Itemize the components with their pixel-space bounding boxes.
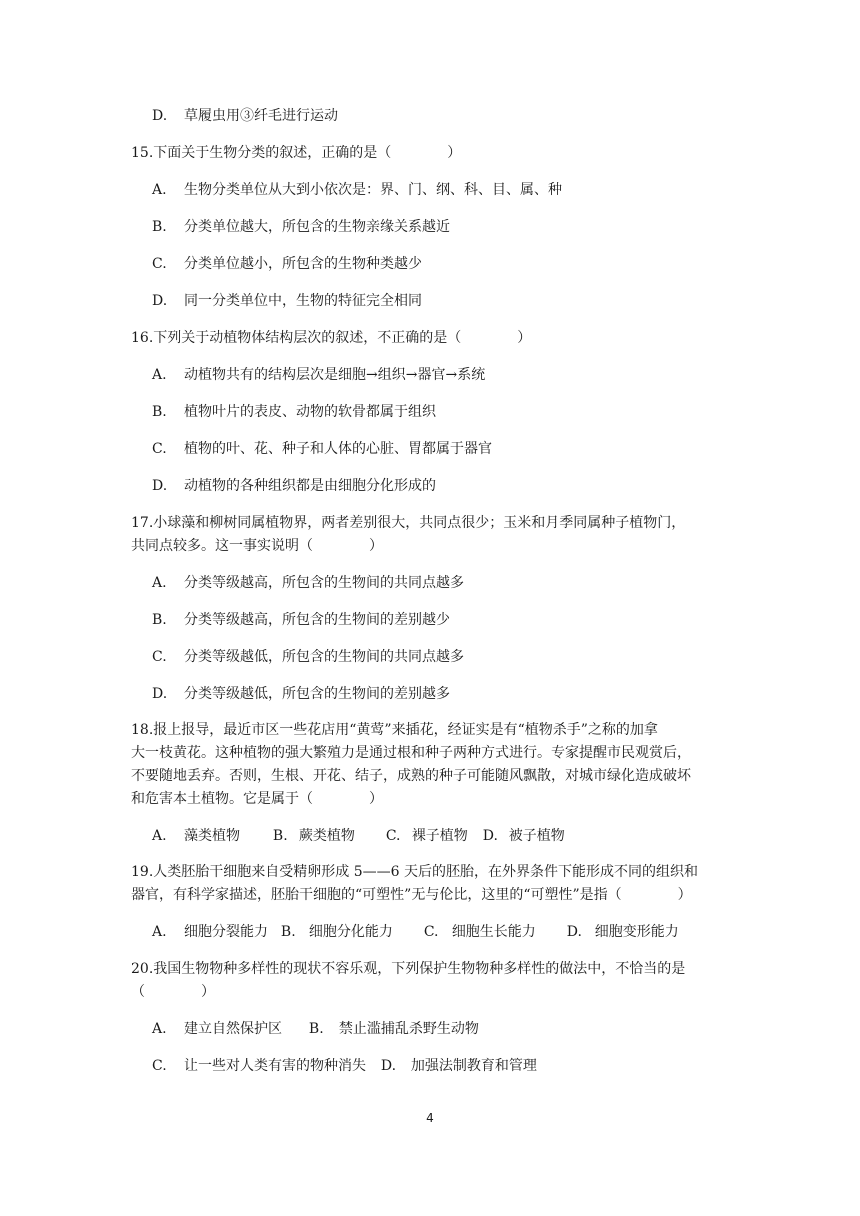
q17-stem-line-1: 17.小球藻和柳树同属植物界，两者差别很大，共同点很少；玉米和月季同属种子植物门， — [131, 515, 686, 531]
q19-options-row — [152, 922, 679, 942]
q20-option-a: 建立自然保护区 — [184, 1021, 282, 1037]
q16-option-a: A. 动植物共有的结构层次是细胞→组织→器官→系统 — [152, 367, 486, 383]
q20-options-row-1 — [152, 1019, 479, 1039]
q19-option-b-letter: B. — [280, 924, 296, 940]
q18-stem-line-2: 大一枝黄花。这种植物的强大繁殖力是通过根和种子两种方式进行。专家提醒市民观赏后， — [131, 745, 691, 761]
q18-stem-line-3: 不要随地丢弃。否则，生根、开花、结子，成熟的种子可能随风飘散，对城市绿化造成破坏 — [131, 768, 691, 784]
q20-stem-line-2: （ ） — [131, 984, 215, 1000]
q19-stem-line-2: 器官，有科学家描述，胚胎干细胞的“可塑性”无与伦比，这里的“可塑性”是指（ ） — [131, 887, 692, 903]
q20-option-b: 禁止滥捕乱杀野生动物 — [338, 1021, 479, 1037]
q18-option-c: 裸子植物 — [411, 828, 468, 844]
q18-option-a-letter: A. — [152, 828, 167, 844]
q16-stem: 16.下列关于动植物体结构层次的叙述，不正确的是（ ） — [131, 330, 532, 346]
q18-option-a: 藻类植物 — [184, 828, 240, 844]
q15-option-a: A. 生物分类单位从大到小依次是：界、门、纲、科、目、属、种 — [152, 182, 562, 198]
q20-option-c-letter: C. — [152, 1058, 167, 1074]
q19-stem-line-1: 19.人类胚胎干细胞来自受精卵形成 5——6 天后的胚胎，在外界条件下能形成不同的组织和 — [131, 864, 698, 880]
q16-option-c: C. 植物的叶、花、种子和人体的心脏、胃都属于器官 — [152, 441, 492, 457]
q14-option-d: D. 草履虫用③纤毛进行运动 — [152, 108, 338, 124]
q19-option-b: 细胞分化能力 — [308, 924, 393, 940]
q19-option-d-letter: D. — [566, 924, 582, 940]
q19-option-c-letter: C. — [423, 924, 439, 940]
q15-option-b: B. 分类单位越大，所包含的生物亲缘关系越近 — [152, 219, 450, 235]
q19-option-d: 细胞变形能力 — [594, 924, 679, 940]
q19-option-a: 细胞分裂能力 — [184, 924, 268, 940]
q20-option-b-letter: B. — [308, 1021, 324, 1037]
q18-option-b-letter: B. — [272, 828, 288, 844]
q19-option-a-letter: A. — [152, 924, 167, 940]
q20-option-c: 让一些对人类有害的物种消失 — [184, 1058, 366, 1074]
q20-stem-line-1: 20.我国生物物种多样性的现状不容乐观，下列保护生物物种多样性的做法中，不恰当的是 — [131, 961, 686, 977]
q16-option-b: B. 植物叶片的表皮、动物的软骨都属于组织 — [152, 404, 436, 420]
q15-stem: 15.下面关于生物分类的叙述，正确的是（ ） — [131, 145, 462, 161]
q17-option-c: C. 分类等级越低，所包含的生物间的共同点越多 — [152, 649, 464, 665]
q17-option-b: B. 分类等级越高，所包含的生物间的差别越少 — [152, 612, 450, 628]
q16-option-d: D. 动植物的各种组织都是由细胞分化形成的 — [152, 478, 436, 494]
q15-option-c: C. 分类单位越小，所包含的生物种类越少 — [152, 256, 422, 272]
q18-stem-line-4: 和危害本土植物。它是属于（ ） — [131, 791, 383, 807]
q19-option-c: 细胞生长能力 — [451, 924, 536, 940]
q15-option-d: D. 同一分类单位中，生物的特征完全相同 — [152, 293, 422, 309]
q17-option-a: A. 分类等级越高，所包含的生物间的共同点越多 — [152, 575, 464, 591]
page-number: 4 — [426, 1111, 434, 1125]
q18-stem-line-1: 18.报上报导，最近市区一些花店用“黄莺”来插花，经证实是有“植物杀手”之称的加拿 — [131, 722, 658, 738]
q18-option-d-letter: D. — [482, 828, 498, 844]
q20-option-d-letter: D. — [380, 1058, 397, 1074]
q20-options-row-2 — [152, 1056, 537, 1076]
q18-option-c-letter: C. — [385, 828, 401, 844]
q20-option-d: 加强法制教育和管理 — [410, 1058, 537, 1074]
q17-option-d: D. 分类等级越低，所包含的生物间的差别越多 — [152, 686, 450, 702]
q18-options-row — [152, 826, 565, 846]
q17-stem-line-2: 共同点较多。这一事实说明（ ） — [131, 538, 383, 554]
q18-option-d: 被子植物 — [508, 828, 565, 844]
q18-option-b: 蕨类植物 — [298, 828, 355, 844]
q20-option-a-letter: A. — [152, 1021, 167, 1037]
